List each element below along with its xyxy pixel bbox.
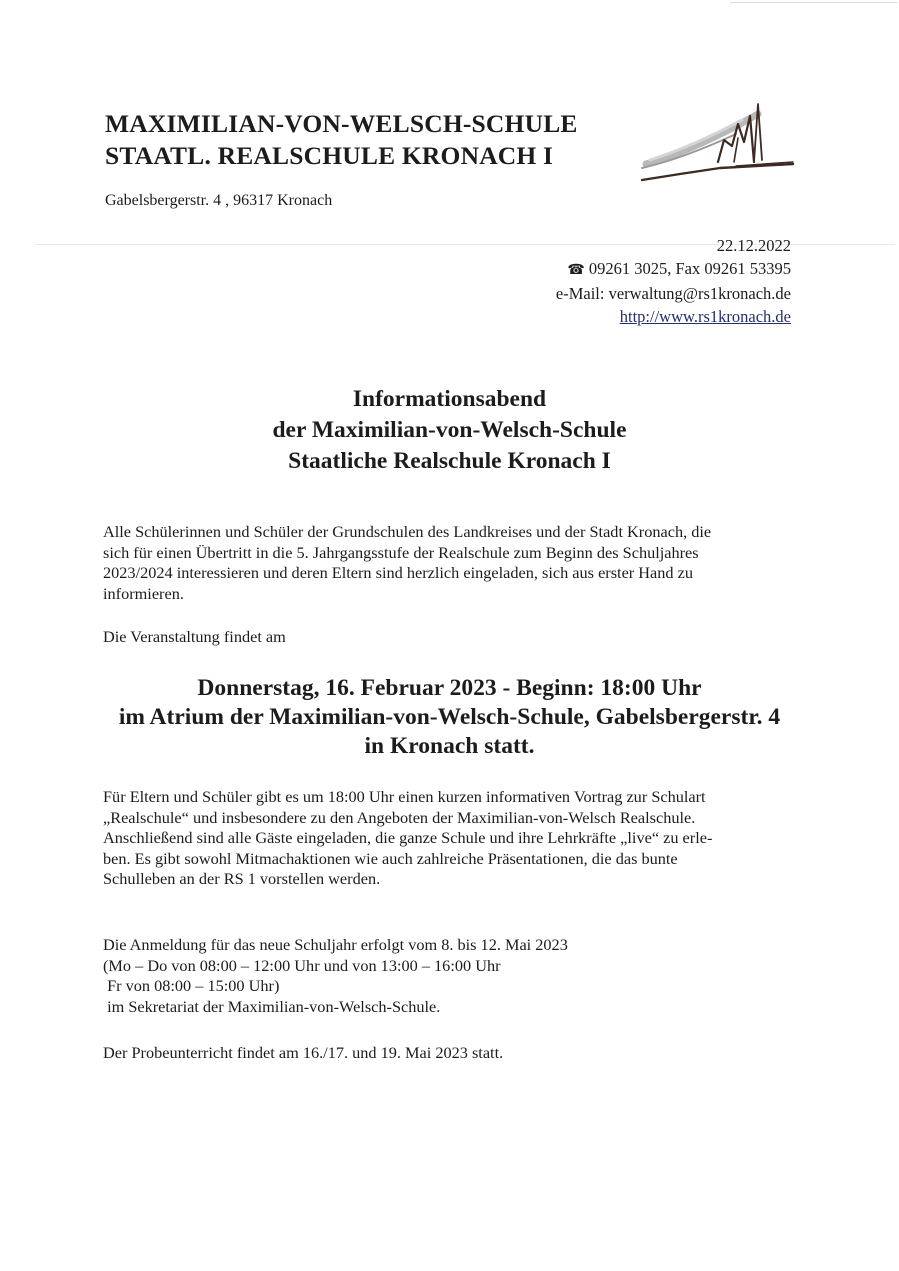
event-date-time: Donnerstag, 16. Februar 2023 - Beginn: 18:00 Uhr (197, 675, 702, 701)
scan-edge-line (730, 2, 898, 3)
phone-line (556, 257, 791, 282)
program-line: ben. Es gibt sowohl Mitmachaktionen wie auch zahlreiche Präsentationen, die das bunte (103, 848, 678, 868)
program-line: „Realschule“ und insbesondere zu den Angeboten der Maximilian-von-Welsch Realschule. (103, 807, 696, 827)
school-name-line2: STAATL. REALSCHULE KRONACH I (105, 141, 554, 170)
school-name-line1: MAXIMILIAN-VON-WELSCH-SCHULE (105, 109, 578, 138)
letter-date: 22.12.2022 (716, 236, 791, 255)
registration-paragraph (103, 935, 803, 1017)
event-details (0, 674, 899, 761)
school-address: Gabelsbergerstr. 4 , 96317 Kronach (105, 192, 333, 209)
program-paragraph (103, 787, 803, 890)
title-line3: Staatliche Realschule Kronach I (288, 448, 611, 474)
school-building-logo (640, 102, 795, 184)
registration-line: Die Anmeldung für das neue Schuljahr erfolgt vom 8. bis 12. Mai 2023 (103, 935, 568, 954)
email-line: e-Mail: verwaltung@rs1kronach.de (555, 284, 791, 303)
trial-lessons-text: Der Probeunterricht findet am 16./17. und 19. Mai 2023 statt. (103, 1043, 504, 1062)
website-link[interactable]: http://www.rs1kronach.de (619, 307, 791, 326)
intro-paragraph (103, 522, 803, 604)
program-line: Schulleben an der RS 1 vorstellen werden. (103, 869, 381, 888)
event-location-city: in Kronach statt. (364, 733, 535, 759)
intro-line: Alle Schülerinnen und Schüler der Grundschulen des Landkreises und der Stadt Kronach, die (103, 522, 712, 541)
title-line1: Informationsabend (352, 386, 547, 412)
event-lead-text: Die Veranstaltung findet am (103, 627, 286, 646)
intro-line: informieren. (103, 583, 184, 603)
program-line: Für Eltern und Schüler gibt es um 18:00 Uhr einen kurzen informativen Vortrag zur Schulart (103, 787, 706, 806)
school-name (105, 108, 578, 172)
intro-line: 2023/2024 interessieren und deren Eltern sind herzlich eingeladen, sich aus erster Hand zu (103, 563, 693, 582)
registration-line: (Mo – Do von 08:00 – 12:00 Uhr und von 13:00 – 16:00 Uhr (103, 955, 501, 975)
phone-icon: ☎ (567, 263, 585, 278)
registration-line: Fr von 08:00 – 15:00 Uhr) (103, 976, 280, 995)
title-line2: der Maximilian-von-Welsch-Schule (272, 417, 627, 443)
event-location: im Atrium der Maximilian-von-Welsch-Schule, Gabelsbergerstr. 4 (118, 704, 781, 730)
phone-fax-numbers: 09261 3025, Fax 09261 53395 (588, 259, 791, 278)
registration-line: im Sekretariat der Maximilian-von-Welsch-Schule. (103, 996, 441, 1016)
intro-line: sich für einen Übertritt in die 5. Jahrgangsstufe der Realschule zum Beginn des Schuljahres (103, 542, 699, 562)
contact-block (556, 234, 791, 328)
program-line: Anschließend sind alle Gäste eingeladen, die ganze Schule und ihre Lehrkräfte „live“ zu erle- (103, 828, 713, 847)
document-title (0, 384, 899, 477)
